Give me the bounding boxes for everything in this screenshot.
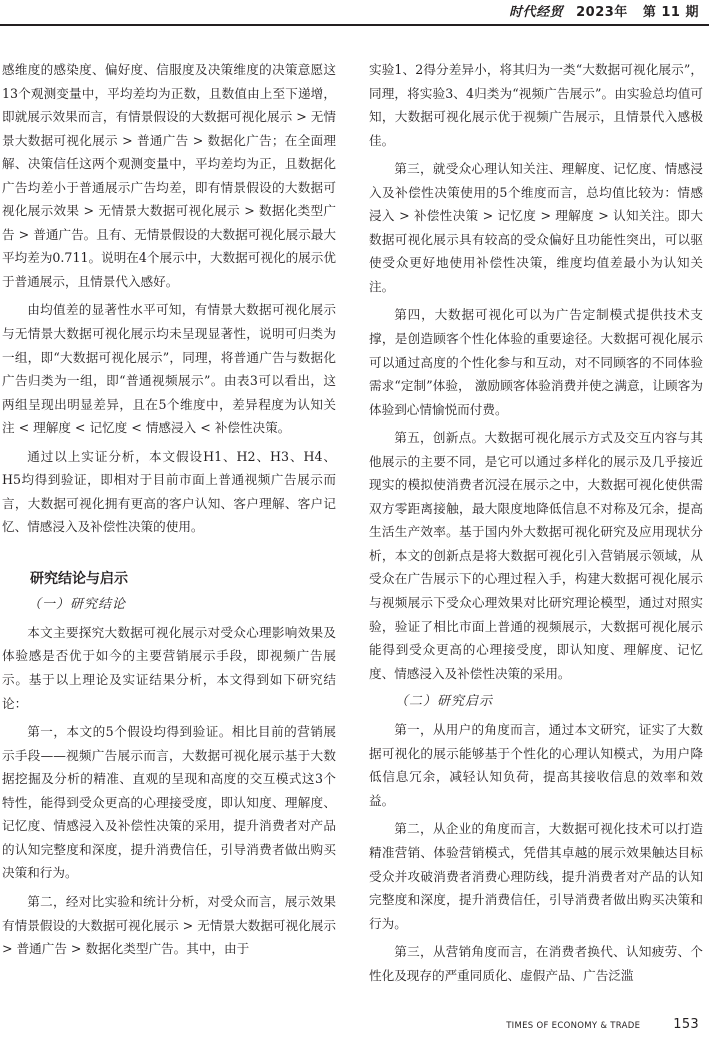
body-paragraph: 感维度的感染度、偏好度、信服度及决策维度的决策意愿这13个观测变量中，平均差均为正数，且数值由上至下递增，即就展示效果而言，有情景假设的大数据可视化展示 > 无情景大数据可视化展示 > 普通广告 > 数据化广告；在全面理解、决策信任这两个观测变量中，平均差均为正，且数据化广告均差小于普通展示广告均差，即有情景假设的大数据可视化展示效果 > 无情景大数据可视化展示 > 数据化类型广告 > 普通广告。且有、无情景假设的大数据可视化展示最大平均差为0.711。说明在4个展示中，大数据可视化的展示优于普通展示，且情景代入感好。 [2, 62, 336, 289]
body-paragraph: 由均值差的显著性水平可知，有情景大数据可视化展示与无情景大数据可视化展示均未呈现显著性，说明可归类为一组，即“大数据可视化展示”，同理，将普通广告与数据化广告归类为一组，即“普通视频展示”。由表3可以看出，这两组呈现出明显差异，且在5个维度中，差异程度为认知关注 < 理解度 < 记忆度 < 情感浸入 < 补偿性决策。 [2, 302, 336, 436]
section-title: 研究结论与启示 [30, 570, 128, 587]
header-info [509, 1, 699, 20]
left-column [2, 58, 336, 966]
body-paragraph: 第三，就受众心理认知关注、理解度、记忆度、情感浸入及补偿性决策使用的5个维度而言，总均值比较为：情感浸入 > 补偿性决策 > 记忆度 > 理解度 > 认知关注。即大数据可视化展示具有较高的受众偏好且功能性突出，可以驱使受众更好地使用补偿性决策，维度均值差最小为认知关注。 [369, 161, 703, 294]
sub-title-conclusions: （一）研究结论 [28, 596, 127, 612]
body-paragraph: 第二，从企业的角度而言，大数据可视化技术可以打造精准营销、体验营销模式，凭借其卓越的展示效果触达目标受众并攻破消费者消费心理防线，提升消费者对产品的认知完整度和深度，提升消费信任，引导消费者做出购买决策和行为。 [369, 821, 703, 931]
page-header [0, 0, 709, 26]
journal-name: 时代经贸 [509, 5, 564, 20]
body-paragraph: 通过以上实证分析，本文假设H1、H2、H3、H4、H5均得到验证，即相对于目前市面上普通视频广告展示而言，大数据可视化拥有更高的客户认知、客户理解、客户记忆、情感浸入及补偿性决策的使用。 [2, 448, 336, 535]
body-paragraph: 第一，从用户的角度而言，通过本文研究，证实了大数据可视化的展示能够基于个性化的心理认知模式，为用户降低信息冗余，减轻认知负荷，提高其接收信息的效率和效益。 [369, 722, 703, 808]
footer-journal-name: TIMES OF ECONOMY & TRADE [506, 1021, 641, 1031]
header-issue: 第 11 期 [642, 5, 699, 20]
body-paragraph: 第二，经对比实验和统计分析，对受众而言，展示效果有情景假设的大数据可视化展示 > 无情景大数据可视化展示 > 普通广告 > 数据化类型广告。其中，由于 [2, 893, 336, 957]
body-paragraph: 第四，大数据可视化可以为广告定制模式提供技术支撑，是创造顾客个性化体验的重要途径。大数据可视化展示可以通过高度的个性化参与和互动，对不同顾客的不同体验需求“定制”体验， 激励顾客体验消费并使之满意，让顾客为体验到心情愉悦而付费。 [369, 307, 703, 417]
right-column [369, 58, 703, 992]
sub-title-implications: （二）研究启示 [395, 694, 494, 710]
body-paragraph: 实验1、2得分差异小，将其归为一类“大数据可视化展示”，同理，将实验3、4归类为“视频广告展示”。由实验总均值可知，大数据可视化展示优于视频广告展示，且情景代入感极佳。 [369, 62, 703, 148]
body-paragraph: 第五，创新点。大数据可视化展示方式及交互内容与其他展示的主要不同，是它可以通过多样化的展示及几乎接近现实的模拟使消费者沉浸在展示之中，大数据可视化使供需双方零距离接触，最大限度地降低信息不对称及冗余，提高生活生产效率。基于国内外大数据可视化研究及应用现状分析，本文的创新点是将大数据可视化引入营销展示领域，从受众在广告展示下的心理过程入手，构建大数据可视化展示与视频展示下受众心理效果对比研究理论模型，通过对照实验，验证了相比市面上普通的视频展示，大数据可视化展示能得到受众更高的心理接受度，即认知度、理解度、记忆度、情感浸入及补偿性决策的采用。 [369, 430, 703, 681]
header-year: 2023年 [576, 5, 628, 20]
page-number: 153 [673, 1017, 699, 1032]
body-paragraph: 第一，本文的5个假设均得到验证。相比目前的营销展示手段——视频广告展示而言，大数据可视化展示基于大数据挖掘及分析的精准、直观的呈现和高度的交互模式这3个特性，能得到受众更高的心理接受度，即认知度、理解度、记忆度、情感浸入及补偿性决策的采用，提升消费者对产品的认知完整度和深度，提升消费信任，引导消费者做出购买决策和行为。 [2, 724, 336, 881]
body-paragraph: 第三，从营销角度而言，在消费者换代、认知疲劳、个性化及现存的严重同质化、虚假产品、广告泛滥 [369, 944, 703, 983]
page-footer [506, 1017, 699, 1032]
body-paragraph: 本文主要探究大数据可视化展示对受众心理影响效果及体验感是否优于如今的主要营销展示手段，即视频广告展示。基于以上理论及实证结果分析，本文得到如下研究结论： [2, 624, 336, 711]
